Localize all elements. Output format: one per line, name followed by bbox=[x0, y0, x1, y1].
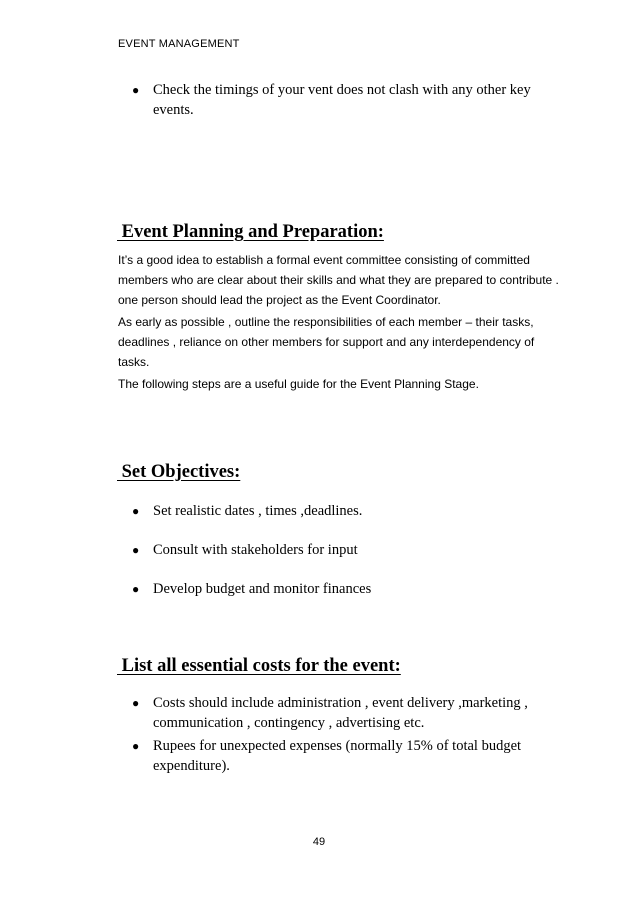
list-item-text: Costs should include administration , event delivery ,marketing , communication , contingency , advertising etc. bbox=[153, 695, 528, 731]
section-heading-objectives: Set Objectives: bbox=[117, 462, 241, 482]
planning-paragraph-1: It’s a good idea to establish a formal event committee consisting of committed members who are clear about their skills and what they are prepared to contribute . one person should lead the project as the Event Coordinator. bbox=[118, 253, 559, 307]
bullet-icon: ● bbox=[132, 543, 140, 557]
list-item bbox=[118, 579, 563, 599]
bullet-icon: ● bbox=[132, 739, 140, 753]
page-number: 49 bbox=[312, 836, 326, 848]
running-header: EVENT MANAGEMENT bbox=[118, 38, 240, 50]
list-item-text: Check the timings of your vent does not clash with any other key events. bbox=[153, 82, 531, 118]
bullet-icon: ● bbox=[132, 582, 140, 596]
costs-bullet-list bbox=[118, 693, 563, 776]
list-item bbox=[118, 540, 563, 560]
list-item-text: Set realistic dates , times ,deadlines. bbox=[153, 503, 363, 519]
section-heading-planning: Event Planning and Preparation: bbox=[117, 222, 384, 242]
list-item bbox=[118, 80, 563, 120]
section-heading-costs: List all essential costs for the event: bbox=[117, 656, 401, 676]
intro-bullet-list bbox=[118, 80, 563, 120]
bullet-icon: ● bbox=[132, 696, 140, 710]
list-item bbox=[118, 501, 563, 521]
planning-paragraph-3: The following steps are a useful guide for the Event Planning Stage. bbox=[118, 377, 479, 391]
bullet-icon: ● bbox=[132, 83, 140, 97]
list-item bbox=[118, 736, 563, 776]
bullet-icon: ● bbox=[132, 504, 140, 518]
objectives-bullet-list bbox=[118, 501, 563, 599]
list-item-text: Develop budget and monitor finances bbox=[153, 581, 372, 597]
list-item bbox=[118, 693, 563, 733]
planning-paragraph-2: As early as possible , outline the responsibilities of each member – their tasks, deadlines , reliance on other members for support and any interdependency of tasks. bbox=[118, 315, 535, 369]
list-item-text: Consult with stakeholders for input bbox=[153, 542, 358, 558]
list-item-text: Rupees for unexpected expenses (normally 15% of total budget expenditure). bbox=[153, 738, 522, 774]
